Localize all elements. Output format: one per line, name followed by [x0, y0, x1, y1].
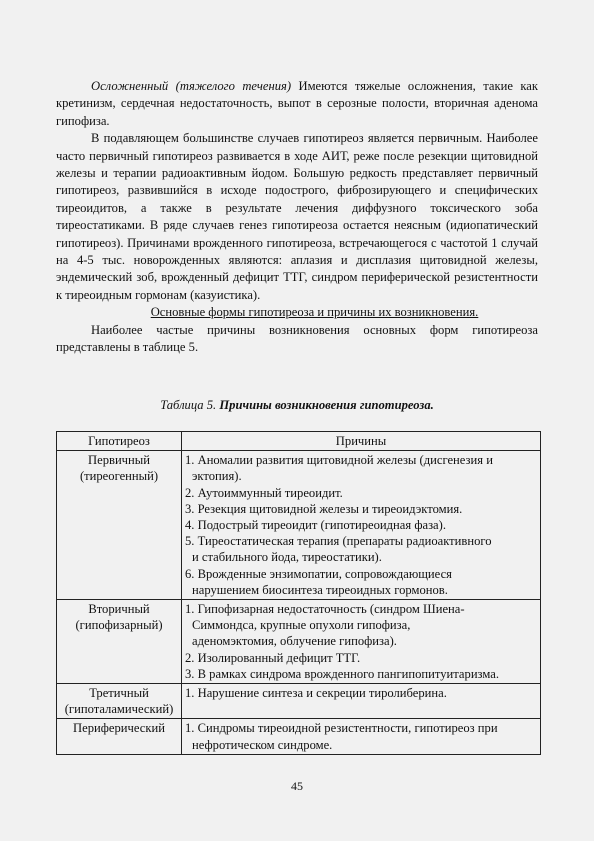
- cause-item: [185, 666, 537, 682]
- cause-text: 3. Резекция щитовидной железы и тиреоидэктомия.: [185, 501, 463, 516]
- type-cell: [57, 600, 182, 684]
- cause-text: 4. Подострый тиреоидит (гипотиреоидная фаза).: [185, 518, 446, 533]
- cause-text: 1. Синдромы тиреоидной резистентности, гипотиреоз при: [185, 721, 498, 736]
- section-subheading: Основные формы гипотиреоза и причины их возникновения.: [150, 305, 479, 320]
- paragraph-complicated-form: [56, 78, 538, 130]
- type-name: Третичный: [89, 686, 149, 701]
- table-caption-title: Причины возникновения гипотиреоза.: [219, 398, 434, 412]
- body-text: [56, 78, 538, 357]
- type-name: Вторичный: [88, 602, 150, 617]
- causes-cell: [182, 684, 541, 719]
- cause-text: 6. Врожденные энзимопатии, сопровождающиеся: [185, 566, 452, 581]
- cause-item: [185, 685, 537, 701]
- cause-text-continued: и стабильного йода, тиреостатики).: [192, 550, 382, 565]
- cause-item: [185, 650, 537, 666]
- paragraph-text: Имеются тяжелые осложнения, такие как кретинизм, сердечная недостаточность, выпот в серозные полости, вторичная аденома гипофиза.: [56, 79, 538, 128]
- type-cell: [57, 684, 182, 719]
- table-caption: [56, 398, 538, 413]
- italic-term: Осложненный (тяжелого течения): [91, 79, 292, 93]
- column-header-causes: Причины: [182, 432, 541, 451]
- column-header-type: Гипотиреоз: [57, 432, 182, 451]
- cause-text-continued: аденомэктомия, облучение гипофиза).: [192, 634, 397, 649]
- table-header-row: [57, 432, 541, 451]
- paragraph-table-reference: Наиболее частые причины возникновения основных форм гипотиреоза представлены в таблице 5.: [56, 322, 538, 355]
- cause-item: [185, 533, 537, 565]
- cause-text: 2. Аутоиммунный тиреоидит.: [185, 485, 343, 500]
- cause-text: 2. Изолированный дефицит ТТГ.: [185, 650, 361, 665]
- type-name: Периферический: [73, 721, 165, 736]
- type-cell: [57, 451, 182, 600]
- cause-text: 1. Аномалии развития щитовидной железы (дисгенезия и: [185, 453, 493, 468]
- table-caption-prefix: Таблица 5.: [160, 398, 220, 412]
- cause-item: [185, 501, 537, 517]
- page-number: 45: [291, 779, 303, 793]
- cause-text: 5. Тиреостатическая терапия (препараты радиоактивного: [185, 534, 492, 549]
- table-row: [57, 600, 541, 684]
- table-row: [57, 719, 541, 754]
- causes-table: [56, 431, 541, 755]
- paragraph-primary-hypothyroidism: В подавляющем большинстве случаев гипотиреоз является первичным. Наиболее часто первичный гипотиреоз развивается в ходе АИТ, реже после резекции щитовидной железы и терапии радиоактивным йодом. Большую редкость представляет первичный гипотиреоз, развившийся в исходе подострого, фиброзирующего и специфических тиреоидитов, а также в результате лечения диффузного токсического зоба тиреостатиками. В ряде случаев генез гипотиреоза остается неясным (идиопатический гипотиреоз). Причинами врожденного гипотиреоза, встречающегося с частотой 1 случай на 4-5 тыс. новорожденных являются: аплазия и дисплазия щитовидной железы, эндемический зоб, врожденный дефицит ТТГ, синдром периферической резистентности к тиреоидным гормонам (казуистика).: [56, 131, 538, 302]
- causes-cell: [182, 451, 541, 600]
- table-row: [57, 451, 541, 600]
- cause-text-continued: нарушением биосинтеза тиреоидных гормонов.: [192, 582, 448, 597]
- type-subname: (гипофизарный): [75, 618, 163, 633]
- table-row: [57, 684, 541, 719]
- type-subname: (гипоталамический): [64, 702, 174, 717]
- cause-text-continued: Симмондса, крупные опухоли гипофиза,: [192, 618, 411, 633]
- type-name: Первичный: [88, 453, 150, 468]
- cause-item: [185, 601, 537, 650]
- type-cell: [57, 719, 182, 754]
- cause-item: [185, 566, 537, 598]
- cause-text-continued: нефротическом синдроме.: [192, 737, 333, 752]
- causes-cell: [182, 719, 541, 754]
- cause-item: [185, 517, 537, 533]
- cause-text: 1. Нарушение синтеза и секреции тиролиберина.: [185, 686, 447, 701]
- cause-text: 1. Гипофизарная недостаточность (синдром Шиена-: [185, 602, 465, 617]
- causes-cell: [182, 600, 541, 684]
- cause-text-continued: эктопия).: [192, 469, 242, 484]
- type-subname: (тиреогенный): [79, 469, 159, 484]
- cause-text: 3. В рамках синдрома врожденного пангипопитуитаризма.: [185, 666, 499, 681]
- cause-item: [185, 485, 537, 501]
- cause-item: [185, 452, 537, 484]
- cause-item: [185, 720, 537, 752]
